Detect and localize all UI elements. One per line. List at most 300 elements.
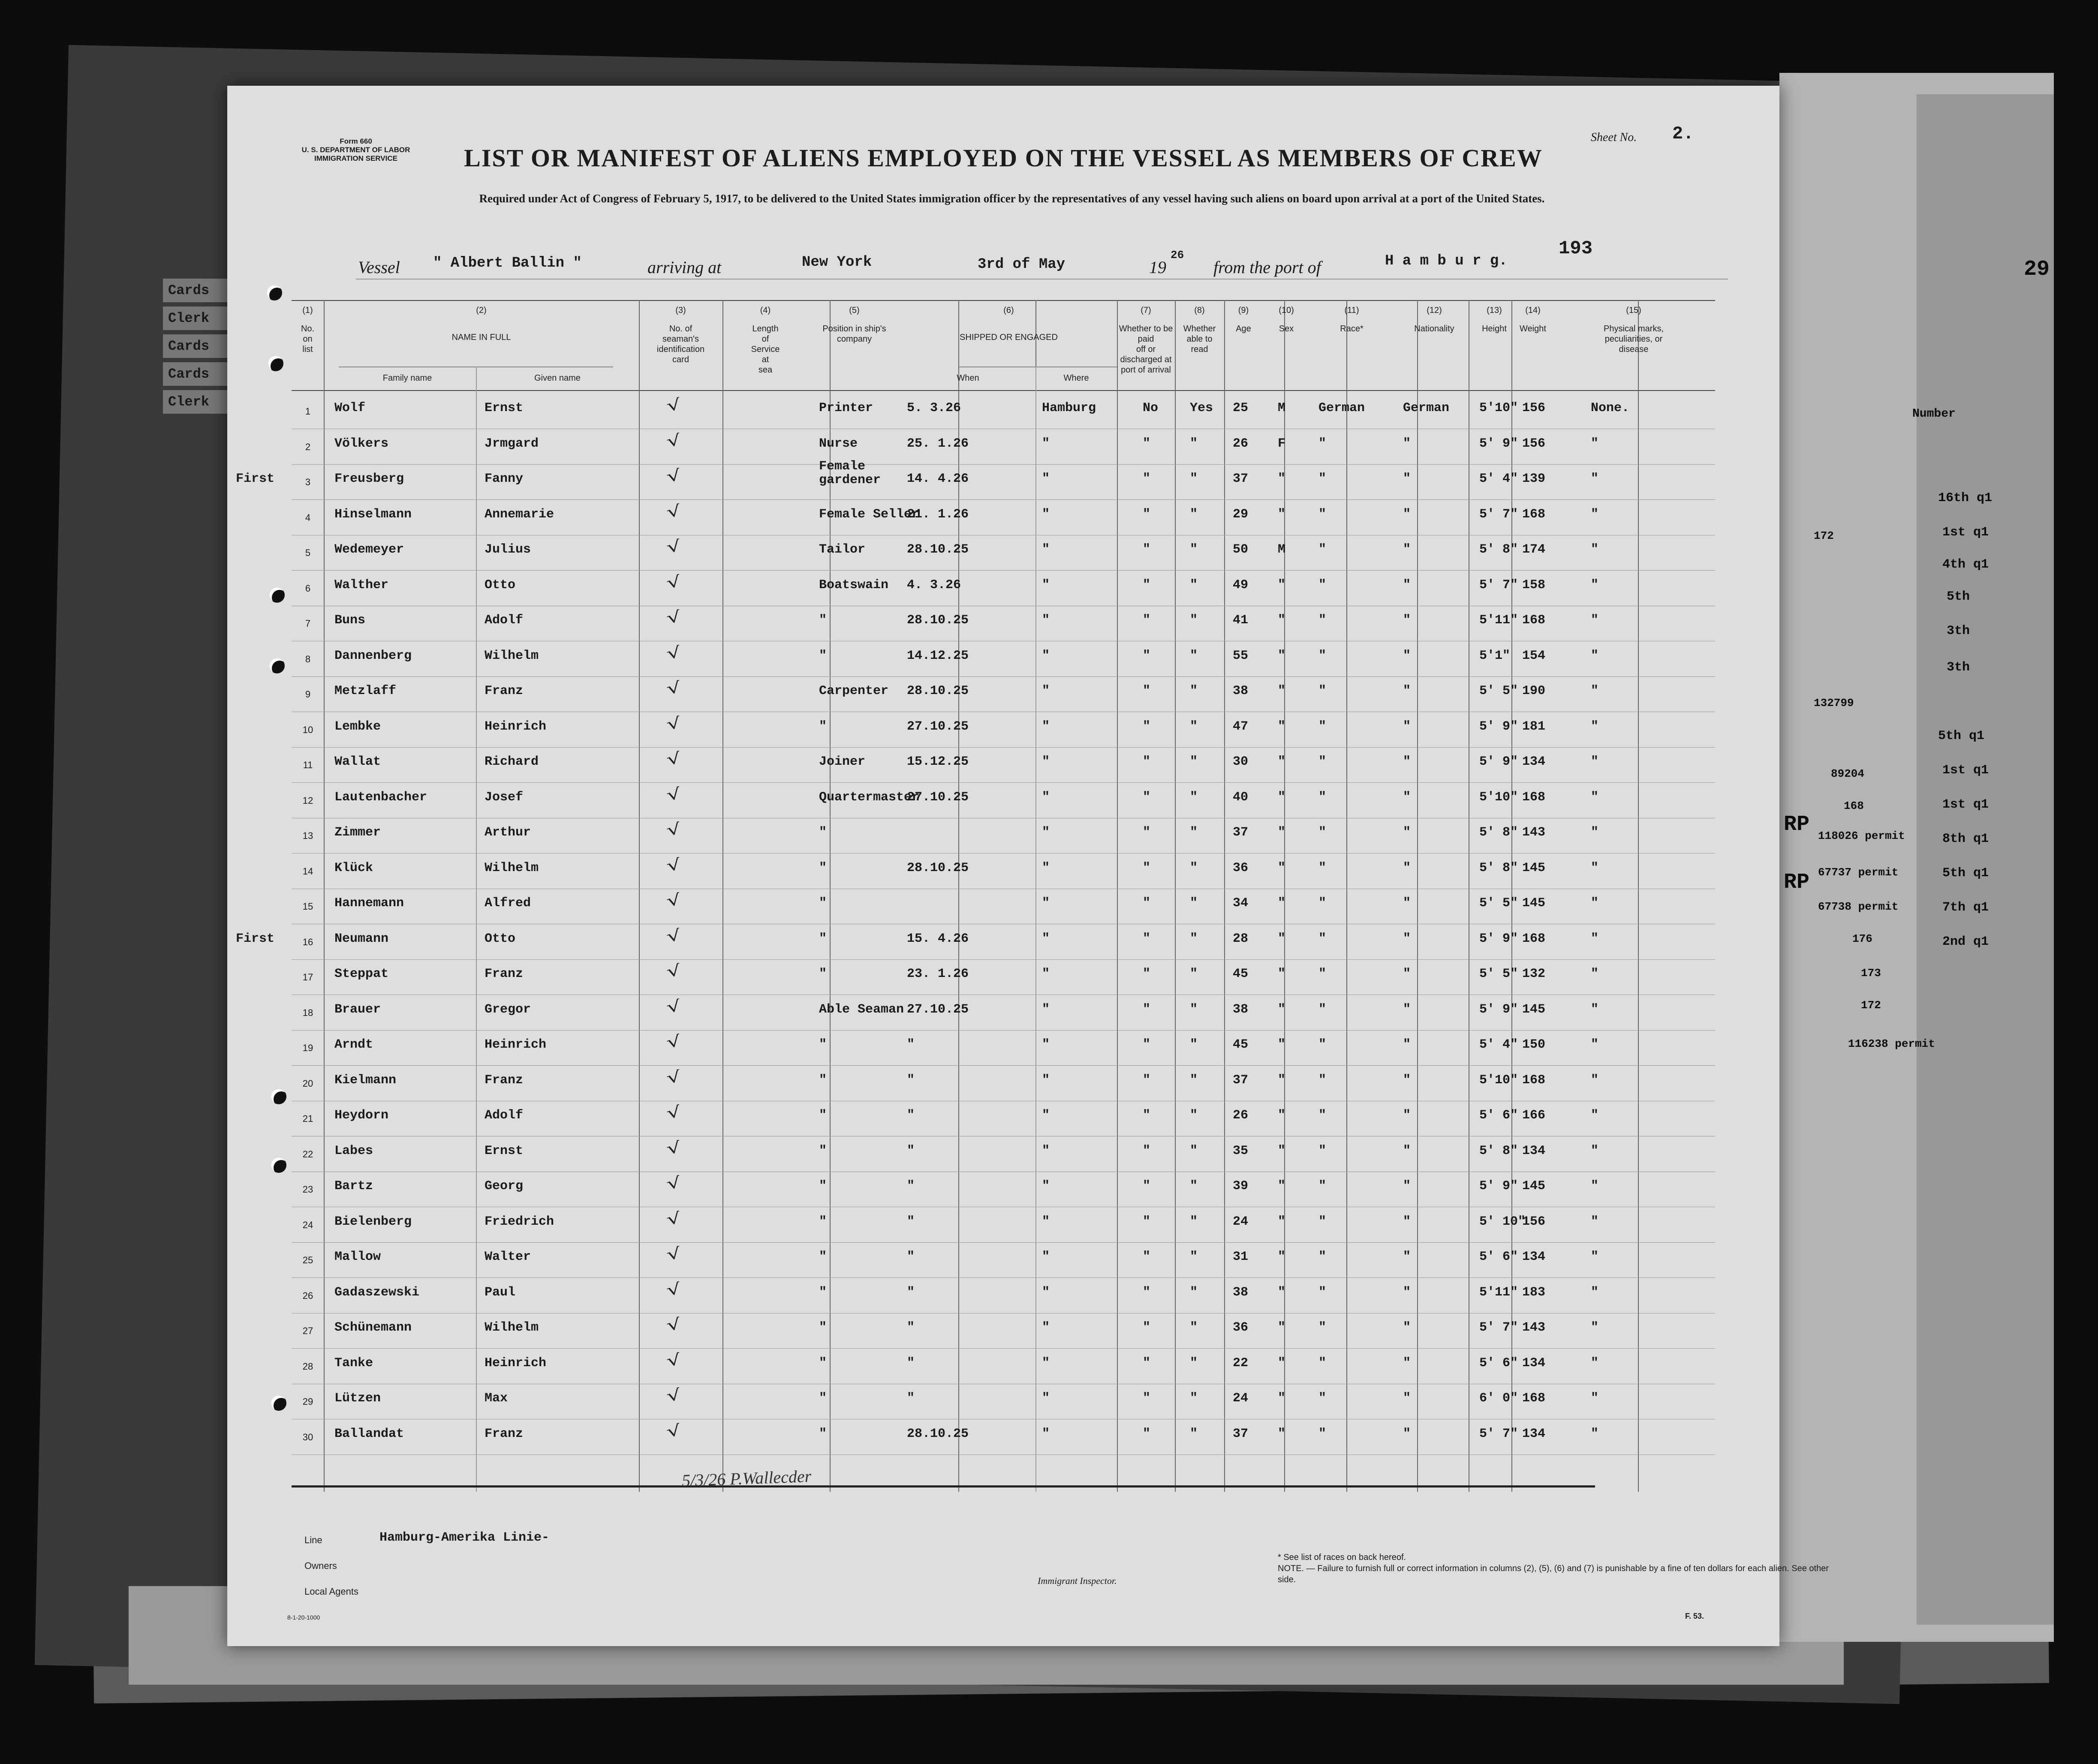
physical-marks: " <box>1591 1037 1599 1052</box>
weight: 168 <box>1522 613 1546 628</box>
shipped-when: 15. 4.26 <box>907 931 969 946</box>
position: " <box>819 1214 827 1229</box>
given-name: Wilhelm <box>485 648 539 663</box>
height: 5'10" <box>1479 1073 1518 1088</box>
family-name: Walther <box>334 577 389 592</box>
side-note: 3th <box>1947 660 1970 675</box>
family-name: Mallow <box>334 1250 381 1264</box>
paid-off: " <box>1143 613 1151 628</box>
able-to-read: " <box>1190 825 1198 840</box>
side-note: 1st q1 <box>1942 797 1989 812</box>
sex: " <box>1278 648 1286 663</box>
row-rule <box>292 676 1715 677</box>
paid-off: " <box>1143 1179 1151 1193</box>
sex: " <box>1278 1391 1286 1406</box>
row-number: 23 <box>302 1184 313 1195</box>
row-number: 27 <box>302 1325 313 1336</box>
sex: " <box>1278 613 1286 628</box>
able-to-read: " <box>1190 1179 1198 1193</box>
paid-off: " <box>1143 719 1151 734</box>
position: " <box>819 1391 827 1406</box>
nationality: " <box>1403 542 1411 557</box>
nationality: " <box>1403 1002 1411 1017</box>
position: " <box>819 825 827 840</box>
race: " <box>1318 1320 1327 1335</box>
check-mark-icon: √ <box>664 784 683 804</box>
able-to-read: " <box>1190 1426 1198 1441</box>
vessel-name: " Albert Ballin " <box>433 255 582 271</box>
weight: 143 <box>1522 825 1546 840</box>
given-name: Franz <box>485 967 524 981</box>
physical-marks: " <box>1591 1108 1599 1123</box>
nationality: " <box>1403 1214 1411 1229</box>
height: 5' 4" <box>1479 472 1518 486</box>
given-name: Adolf <box>485 1108 524 1123</box>
weight: 145 <box>1522 896 1546 911</box>
row-number: 24 <box>302 1219 313 1230</box>
year-suffix: 26 <box>1171 249 1184 261</box>
paid-off: " <box>1143 1250 1151 1264</box>
height: 5' 8" <box>1479 1143 1518 1158</box>
physical-marks: " <box>1591 790 1599 805</box>
age: 50 <box>1233 542 1249 557</box>
height: 5' 7" <box>1479 577 1518 592</box>
able-to-read: " <box>1190 684 1198 698</box>
shipped-where: " <box>1042 1214 1050 1229</box>
shipped-split-rule <box>1035 367 1036 1492</box>
position: " <box>819 1037 827 1052</box>
family-name: Kielmann <box>334 1073 397 1088</box>
age: 38 <box>1233 684 1249 698</box>
race: " <box>1318 825 1327 840</box>
row-number: 6 <box>305 583 311 594</box>
side-note: 2nd q1 <box>1942 935 1989 949</box>
nationality: " <box>1403 967 1411 981</box>
row-number: 11 <box>303 760 313 770</box>
sex: " <box>1278 1355 1286 1370</box>
sex: " <box>1278 1285 1286 1300</box>
position: " <box>819 648 827 663</box>
weight: 156 <box>1522 1214 1546 1229</box>
vessel-label: Vessel <box>358 258 400 277</box>
given-name: Paul <box>485 1285 516 1300</box>
family-name: Heydorn <box>334 1108 389 1123</box>
weight: 168 <box>1522 507 1546 522</box>
nationality: " <box>1403 1320 1411 1335</box>
paid-off: " <box>1143 1355 1151 1370</box>
family-name: Tanke <box>334 1355 373 1370</box>
check-mark-icon: √ <box>664 820 683 839</box>
row-number: 13 <box>302 830 313 841</box>
check-mark-icon: √ <box>664 537 683 556</box>
age: 37 <box>1233 472 1249 486</box>
given-name: Gregor <box>485 1002 531 1017</box>
punch-hole <box>269 587 285 603</box>
position: " <box>819 967 827 981</box>
family-name: Neumann <box>334 931 389 946</box>
backdrop-tab: Cards <box>163 362 232 386</box>
weight: 154 <box>1522 648 1546 663</box>
able-to-read: " <box>1190 507 1198 522</box>
paid-off: " <box>1143 931 1151 946</box>
shipped-where: Hamburg <box>1042 401 1096 415</box>
nationality: " <box>1403 1355 1411 1370</box>
age: 26 <box>1233 1108 1249 1123</box>
physical-marks: " <box>1591 1143 1599 1158</box>
side-note: 67738 permit <box>1818 900 1899 913</box>
col-c2-number: (2) <box>476 306 487 315</box>
paid-off: " <box>1143 1320 1151 1335</box>
given-name: Alfred <box>485 896 531 911</box>
age: 26 <box>1233 436 1249 451</box>
row-number: 5 <box>305 547 311 558</box>
able-to-read: " <box>1190 896 1198 911</box>
shipped-when: 28.10.25 <box>907 613 969 628</box>
col-c11-number: (11) <box>1344 306 1359 315</box>
given-name: Annemarie <box>485 507 554 522</box>
weight: 168 <box>1522 1073 1546 1088</box>
shipping-line: Hamburg-Amerika Linie- <box>379 1530 550 1545</box>
height: 5' 5" <box>1479 896 1518 911</box>
nationality: " <box>1403 1073 1411 1088</box>
shipped-when: 28.10.25 <box>907 684 969 698</box>
shipped-when: 28.10.25 <box>907 860 969 875</box>
shipped-where: " <box>1042 684 1050 698</box>
shipped-when: " <box>907 1037 915 1052</box>
age: 41 <box>1233 613 1249 628</box>
margin-note: First <box>236 472 275 486</box>
check-mark-icon: √ <box>664 1209 683 1229</box>
shipped-where: " <box>1042 719 1050 734</box>
penalty-note: NOTE. — Failure to furnish full or correct information in columns (2), (5), (6) and (7) is punishable by a fine of ten dollars for each alien. See other side. <box>1278 1564 1829 1584</box>
col-c7-number: (7) <box>1141 306 1151 315</box>
shipped-when: " <box>907 1214 915 1229</box>
given-name: Max <box>485 1391 508 1406</box>
given-name: Heinrich <box>485 1355 547 1370</box>
shipped-where: " <box>1042 613 1050 628</box>
weight: 166 <box>1522 1108 1546 1123</box>
age: 40 <box>1233 790 1249 805</box>
family-name: Lembke <box>334 719 381 734</box>
sex: M <box>1278 401 1286 415</box>
stamp-number: 193 <box>1559 238 1593 259</box>
side-note: 176 <box>1852 932 1872 945</box>
shipped-where: " <box>1042 1037 1050 1052</box>
side-note: 67737 permit <box>1818 866 1899 879</box>
given-name: Adolf <box>485 613 524 628</box>
physical-marks: " <box>1591 1355 1599 1370</box>
nationality: " <box>1403 1037 1411 1052</box>
weight: 190 <box>1522 684 1546 698</box>
check-mark-icon: √ <box>664 1032 683 1052</box>
height: 6' 0" <box>1479 1391 1518 1406</box>
row-number: 30 <box>302 1431 313 1442</box>
able-to-read: " <box>1190 1391 1198 1406</box>
family-name: Hannemann <box>334 896 404 911</box>
when-subheader: When <box>957 373 979 383</box>
race: German <box>1318 401 1365 415</box>
weight: 168 <box>1522 931 1546 946</box>
weight: 145 <box>1522 1179 1546 1193</box>
height: 5' 8" <box>1479 860 1518 875</box>
shipped-when: 28.10.25 <box>907 1426 969 1441</box>
row-rule <box>292 499 1715 500</box>
side-note: 132799 <box>1814 697 1854 709</box>
margin-note: First <box>236 931 275 946</box>
col-c2-header: NAME IN FULL <box>452 333 511 342</box>
row-number: 7 <box>305 618 311 629</box>
shipped-where: " <box>1042 1108 1050 1123</box>
family-name: Freusberg <box>334 472 404 486</box>
nationality: " <box>1403 472 1411 486</box>
nationality: " <box>1403 684 1411 698</box>
given-name: Fanny <box>485 472 524 486</box>
shipped-where: " <box>1042 825 1050 840</box>
side-note: 5th q1 <box>1942 866 1989 880</box>
col-c6-number: (6) <box>1003 306 1014 315</box>
race: " <box>1318 1108 1327 1123</box>
sex: " <box>1278 1143 1286 1158</box>
able-to-read: " <box>1190 1355 1198 1370</box>
race: " <box>1318 648 1327 663</box>
nationality: " <box>1403 613 1411 628</box>
punch-hole <box>269 658 285 673</box>
sex: " <box>1278 1250 1286 1264</box>
weight: 150 <box>1522 1037 1546 1052</box>
side-note: 172 <box>1861 999 1881 1012</box>
able-to-read: " <box>1190 1285 1198 1300</box>
line-label: Line <box>304 1535 322 1545</box>
row-number: 29 <box>302 1396 313 1407</box>
col-c5-number: (5) <box>849 306 860 315</box>
check-mark-icon: √ <box>664 466 683 486</box>
weight: 134 <box>1522 1143 1546 1158</box>
height: 5' 9" <box>1479 754 1518 769</box>
nationality: German <box>1403 401 1450 415</box>
paid-off: " <box>1143 1108 1151 1123</box>
row-number: 9 <box>305 689 311 700</box>
paid-off: " <box>1143 1002 1151 1017</box>
sex: " <box>1278 1037 1286 1052</box>
backdrop-tab: Cards <box>163 279 232 302</box>
check-mark-icon: √ <box>664 714 683 733</box>
physical-marks: " <box>1591 1179 1599 1193</box>
shipped-when: 25. 1.26 <box>907 436 969 451</box>
col-c13-number: (13) <box>1487 306 1502 315</box>
shipped-where: " <box>1042 790 1050 805</box>
from-port-label: from the port of <box>1213 258 1321 277</box>
family-name: Bartz <box>334 1179 373 1193</box>
given-name: Otto <box>485 931 516 946</box>
able-to-read: " <box>1190 719 1198 734</box>
position: " <box>819 719 827 734</box>
family-name: Arndt <box>334 1037 373 1052</box>
age: 45 <box>1233 967 1249 981</box>
height: 5' 9" <box>1479 931 1518 946</box>
height: 5'1" <box>1479 648 1511 663</box>
physical-marks: " <box>1591 967 1599 981</box>
weight: 134 <box>1522 1250 1546 1264</box>
able-to-read: " <box>1190 577 1198 592</box>
side-note: RP <box>1784 812 1810 837</box>
given-name: Ernst <box>485 1143 524 1158</box>
row-number: 4 <box>305 512 311 523</box>
arriving-port: New York <box>802 254 872 270</box>
height: 5'10" <box>1479 790 1518 805</box>
shipped-when: " <box>907 1143 915 1158</box>
shipped-where: " <box>1042 860 1050 875</box>
row-number: 15 <box>302 901 313 912</box>
physical-marks: " <box>1591 436 1599 451</box>
check-mark-icon: √ <box>664 891 683 910</box>
row-rule <box>292 1030 1715 1031</box>
paid-off: " <box>1143 577 1151 592</box>
position: " <box>819 1073 827 1088</box>
sex: " <box>1278 967 1286 981</box>
age: 28 <box>1233 931 1249 946</box>
shipped-where: " <box>1042 931 1050 946</box>
shipped-where: " <box>1042 1285 1050 1300</box>
nationality: " <box>1403 1143 1411 1158</box>
position: " <box>819 1355 827 1370</box>
position: " <box>819 613 827 628</box>
physical-marks: " <box>1591 613 1599 628</box>
nationality: " <box>1403 896 1411 911</box>
age: 24 <box>1233 1214 1249 1229</box>
paid-off: " <box>1143 896 1151 911</box>
position: Boatswain <box>819 577 889 592</box>
paid-off: " <box>1143 860 1151 875</box>
side-note: 118026 permit <box>1818 829 1905 842</box>
weight: 134 <box>1522 1355 1546 1370</box>
row-number: 2 <box>305 441 311 452</box>
check-mark-icon: √ <box>664 431 683 451</box>
side-note: 116238 permit <box>1848 1037 1935 1050</box>
shipped-where: " <box>1042 1179 1050 1193</box>
race: " <box>1318 507 1327 522</box>
given-name: Jrmgard <box>485 436 539 451</box>
form-code: F. 53. <box>1685 1612 1704 1620</box>
col-c1-number: (1) <box>302 306 313 315</box>
paid-off: " <box>1143 507 1151 522</box>
physical-marks: " <box>1591 577 1599 592</box>
paid-off: " <box>1143 790 1151 805</box>
given-name: Wilhelm <box>485 860 539 875</box>
paid-off: " <box>1143 967 1151 981</box>
row-rule <box>292 1065 1715 1066</box>
physical-marks: " <box>1591 825 1599 840</box>
side-note: 16th q1 <box>1938 491 1993 505</box>
family-name: Klück <box>334 860 373 875</box>
side-note: 4th q1 <box>1942 557 1989 572</box>
shipped-where: " <box>1042 542 1050 557</box>
weight: 168 <box>1522 1391 1546 1406</box>
position: Female Seller <box>819 507 920 522</box>
height: 5' 6" <box>1479 1108 1518 1123</box>
col-c10-number: (10) <box>1279 306 1294 315</box>
height: 5' 9" <box>1479 1179 1518 1193</box>
paid-off: " <box>1143 542 1151 557</box>
shipped-when: " <box>907 1355 915 1370</box>
table-end-rule <box>292 1485 1595 1488</box>
shipped-when: 4. 3.26 <box>907 577 961 592</box>
sex: " <box>1278 1426 1286 1441</box>
height: 5' 8" <box>1479 542 1518 557</box>
col-c14-number: (14) <box>1525 306 1541 315</box>
physical-marks: " <box>1591 684 1599 698</box>
col-c9-number: (9) <box>1238 306 1249 315</box>
given-name: Franz <box>485 1073 524 1088</box>
position: " <box>819 1285 827 1300</box>
paid-off: " <box>1143 436 1151 451</box>
age: 35 <box>1233 1143 1249 1158</box>
row-number: 26 <box>302 1290 313 1301</box>
family-name: Dannenberg <box>334 648 412 663</box>
physical-marks: " <box>1591 754 1599 769</box>
shipped-when: 14.12.25 <box>907 648 969 663</box>
check-mark-icon: √ <box>664 926 683 946</box>
physical-marks: " <box>1591 1426 1599 1441</box>
sex: " <box>1278 1002 1286 1017</box>
check-mark-icon: √ <box>664 1386 683 1405</box>
height: 5' 5" <box>1479 684 1518 698</box>
row-rule <box>292 1242 1715 1243</box>
shipped-when: 15.12.25 <box>907 754 969 769</box>
shipped-when: 27.10.25 <box>907 790 969 805</box>
height: 5' 10" <box>1479 1214 1526 1229</box>
side-note: 1st q1 <box>1942 525 1989 540</box>
age: 31 <box>1233 1250 1249 1264</box>
race: " <box>1318 1426 1327 1441</box>
family-name: Wolf <box>334 401 366 415</box>
race: " <box>1318 1037 1327 1052</box>
paid-off: " <box>1143 1391 1151 1406</box>
col-c9-header: Age <box>1236 324 1251 334</box>
backdrop-tab: Clerk <box>163 390 232 414</box>
family-name: Schünemann <box>334 1320 412 1335</box>
col-c4-number: (4) <box>760 306 771 315</box>
height: 5' 7" <box>1479 507 1518 522</box>
given-name: Franz <box>485 1426 524 1441</box>
physical-marks: " <box>1591 896 1599 911</box>
check-mark-icon: √ <box>664 997 683 1016</box>
position: " <box>819 896 827 911</box>
owners-label: Owners <box>304 1560 337 1571</box>
row-rule <box>292 959 1715 960</box>
sex: F <box>1278 436 1286 451</box>
able-to-read: Yes <box>1190 401 1213 415</box>
nationality: " <box>1403 1391 1411 1406</box>
shipped-when: 27.10.25 <box>907 1002 969 1017</box>
physical-marks: " <box>1591 472 1599 486</box>
given-name: Otto <box>485 577 516 592</box>
physical-marks: " <box>1591 931 1599 946</box>
col-c3-number: (3) <box>675 306 686 315</box>
local-agents-label: Local Agents <box>304 1586 358 1597</box>
weight: 134 <box>1522 754 1546 769</box>
sex: " <box>1278 790 1286 805</box>
position: Female gardener <box>819 459 881 487</box>
weight: 139 <box>1522 472 1546 486</box>
height: 5' 8" <box>1479 825 1518 840</box>
shipped-where: " <box>1042 472 1050 486</box>
nationality: " <box>1403 754 1411 769</box>
col-c8-number: (8) <box>1194 306 1205 315</box>
able-to-read: " <box>1190 472 1198 486</box>
shipped-where: " <box>1042 1320 1050 1335</box>
physical-marks: " <box>1591 1320 1599 1335</box>
check-mark-icon: √ <box>664 1067 683 1087</box>
